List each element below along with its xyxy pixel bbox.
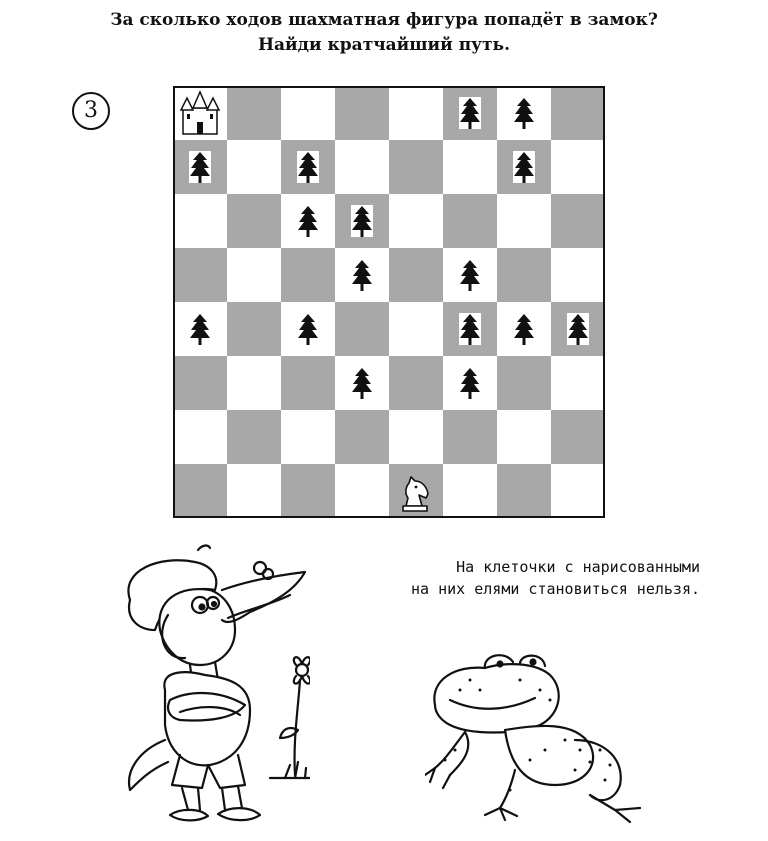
tree-icon	[459, 259, 481, 291]
board-cell[interactable]	[227, 194, 281, 248]
tree-icon	[189, 151, 211, 183]
rule-line-1: На клеточки с нарисованными	[456, 558, 700, 576]
tree-icon	[567, 313, 589, 345]
rule-line-2: на них елями становиться нельзя.	[411, 580, 700, 598]
board-cell[interactable]	[497, 194, 551, 248]
board-cell[interactable]	[173, 410, 227, 464]
tree-icon	[459, 97, 481, 129]
board-cell[interactable]	[389, 410, 443, 464]
question-line-1: За сколько ходов шахматная фигура попадёт в замок?	[110, 10, 658, 30]
board-cell[interactable]	[335, 86, 389, 140]
tree-icon	[351, 367, 373, 399]
board-cell[interactable]	[497, 410, 551, 464]
board-cell[interactable]	[389, 356, 443, 410]
board-cell[interactable]	[551, 410, 605, 464]
board-cell[interactable]	[227, 356, 281, 410]
tree-icon	[513, 313, 535, 345]
board-cell[interactable]	[173, 248, 227, 302]
board-cell[interactable]	[173, 464, 227, 518]
task-question	[0, 8, 768, 58]
board-cell[interactable]	[335, 302, 389, 356]
board-cell[interactable]	[335, 464, 389, 518]
board-cell[interactable]	[551, 140, 605, 194]
tree-icon	[297, 313, 319, 345]
board-cell[interactable]	[389, 140, 443, 194]
board-cell[interactable]	[227, 86, 281, 140]
task-number-badge: 3	[72, 92, 110, 130]
board-cell[interactable]	[551, 194, 605, 248]
chess-board[interactable]	[173, 86, 605, 518]
board-cell[interactable]	[497, 356, 551, 410]
board-cell[interactable]	[443, 140, 497, 194]
board-cell[interactable]	[227, 140, 281, 194]
board-cell[interactable]	[227, 248, 281, 302]
tree-icon	[513, 97, 535, 129]
dog-character-illustration	[110, 540, 310, 830]
tree-icon	[351, 205, 373, 237]
board-cell[interactable]	[173, 194, 227, 248]
board-cell[interactable]	[227, 464, 281, 518]
board-cell[interactable]	[497, 248, 551, 302]
board-cell[interactable]	[443, 464, 497, 518]
tree-icon	[513, 151, 535, 183]
board-cell[interactable]	[281, 356, 335, 410]
board-cell[interactable]	[551, 464, 605, 518]
board-cell[interactable]	[389, 86, 443, 140]
board-cell[interactable]	[551, 86, 605, 140]
tree-icon	[297, 205, 319, 237]
board-cell[interactable]	[173, 356, 227, 410]
board-cell[interactable]	[281, 464, 335, 518]
board-cell[interactable]	[551, 248, 605, 302]
question-line-2: Найди кратчайший путь.	[257, 35, 511, 55]
board-cell[interactable]	[335, 410, 389, 464]
board-cell[interactable]	[389, 302, 443, 356]
tree-icon	[351, 259, 373, 291]
board-cell[interactable]	[443, 410, 497, 464]
tree-icon	[459, 313, 481, 345]
board-cell[interactable]	[281, 248, 335, 302]
board-cell[interactable]	[389, 248, 443, 302]
board-cell[interactable]	[281, 410, 335, 464]
board-cell[interactable]	[389, 194, 443, 248]
tree-icon	[189, 313, 211, 345]
board-cell[interactable]	[335, 140, 389, 194]
board-cell[interactable]	[551, 356, 605, 410]
frog-character-illustration	[425, 650, 645, 825]
rule-note	[340, 556, 700, 600]
board-cell[interactable]	[281, 86, 335, 140]
board-cell[interactable]	[443, 194, 497, 248]
board-cell[interactable]	[227, 410, 281, 464]
board-cell[interactable]	[497, 464, 551, 518]
tree-icon	[297, 151, 319, 183]
tree-icon	[459, 367, 481, 399]
board-cell[interactable]	[227, 302, 281, 356]
castle-icon	[181, 92, 219, 134]
